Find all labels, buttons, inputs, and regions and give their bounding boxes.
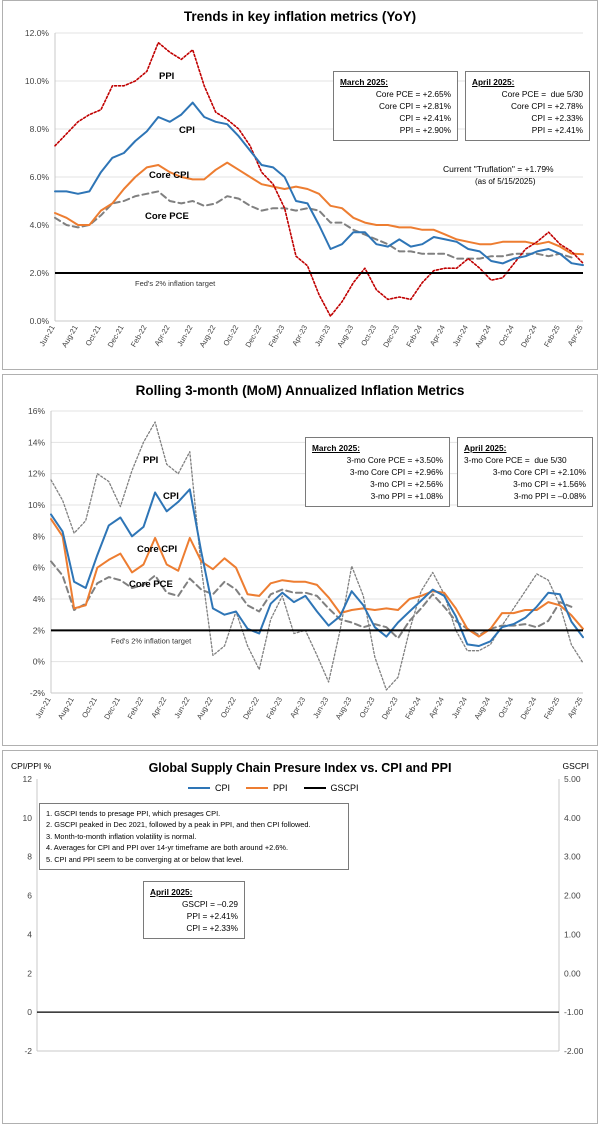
svg-text:6.0%: 6.0% — [29, 172, 49, 182]
svg-text:Oct-24: Oct-24 — [496, 323, 516, 348]
legend-item-cpi — [188, 783, 230, 793]
note-row: 3-mo Core CPI = +2.10% — [492, 467, 586, 478]
svg-text:8%: 8% — [32, 531, 45, 542]
panel3-title: Global Supply Chain Presure Index vs. CPI and PPI — [148, 761, 452, 775]
svg-text:-1.00: -1.00 — [564, 1007, 584, 1018]
note-row: 3-mo CPI = +2.56% — [370, 479, 443, 490]
svg-text:CPI: CPI — [163, 491, 179, 502]
svg-text:Jun-21: Jun-21 — [33, 695, 53, 720]
legend-swatch-cpi — [188, 787, 210, 789]
bullet-item: 5. CPI and PPI seem to be converging at or below that level. — [46, 854, 244, 864]
svg-text:Jun-24: Jun-24 — [450, 323, 470, 348]
note-header: April 2025: — [150, 887, 193, 897]
svg-text:Feb-24: Feb-24 — [404, 323, 425, 349]
svg-text:Core CPI: Core CPI — [137, 544, 178, 555]
note-row: Core CPI = +2.78% — [511, 101, 583, 112]
svg-text:Aug-23: Aug-23 — [333, 695, 354, 721]
svg-text:6%: 6% — [32, 562, 45, 573]
svg-text:Oct-24: Oct-24 — [496, 695, 516, 720]
chart-panel-gscpi — [2, 750, 598, 1124]
note-row: 3-mo Core CPI = +2.96% — [349, 467, 443, 478]
svg-text:10: 10 — [22, 812, 32, 823]
svg-text:Core PCE: Core PCE — [145, 211, 189, 222]
svg-text:Apr-23: Apr-23 — [288, 695, 308, 720]
svg-text:2%: 2% — [32, 625, 45, 636]
note-row: Core PCE = due 5/30 — [501, 89, 583, 100]
legend-item-ppi — [246, 783, 288, 793]
note-row: PPI = +2.90% — [399, 125, 451, 136]
legend-swatch-ppi — [246, 787, 268, 789]
note-row: CPI = +2.33% — [531, 113, 583, 124]
note-header: March 2025: — [340, 77, 388, 87]
svg-text:Apr-22: Apr-22 — [152, 323, 172, 348]
svg-text:-2%: -2% — [29, 688, 45, 698]
svg-text:4: 4 — [27, 929, 32, 940]
svg-text:Oct-23: Oct-23 — [357, 695, 377, 720]
chart-panel-3mo — [2, 374, 598, 746]
svg-text:5.00: 5.00 — [564, 774, 581, 784]
svg-text:12%: 12% — [27, 468, 45, 479]
right-axis-title: GSCPI — [562, 761, 589, 771]
note-row: CPI = +2.33% — [186, 923, 238, 934]
note-april-2025-3mo — [457, 437, 593, 507]
svg-text:Fed's 2% inflation target: Fed's 2% inflation target — [135, 279, 216, 288]
svg-text:Feb-22: Feb-22 — [125, 695, 146, 721]
svg-text:CPI: CPI — [179, 125, 195, 136]
note-row: Core CPI = +2.81% — [379, 101, 451, 112]
note-row: Core PCE = +2.65% — [375, 89, 451, 100]
svg-text:Jun-23: Jun-23 — [312, 323, 333, 348]
svg-text:Aug-21: Aug-21 — [55, 695, 76, 721]
svg-text:Dec-21: Dec-21 — [105, 323, 126, 349]
svg-text:Jun-22: Jun-22 — [175, 323, 195, 348]
svg-text:8: 8 — [27, 851, 32, 862]
svg-text:4.0%: 4.0% — [29, 220, 49, 230]
note-header: April 2025: — [472, 77, 515, 87]
truflation-line-1: Current "Truflation" = +1.79% — [443, 164, 554, 174]
left-axis-title: CPI/PPI % — [11, 761, 52, 771]
svg-text:Core CPI: Core CPI — [149, 170, 190, 181]
svg-text:Aug-23: Aug-23 — [335, 323, 356, 349]
svg-text:Feb-25: Feb-25 — [541, 695, 562, 721]
svg-text:Aug-24: Aug-24 — [472, 695, 493, 721]
panel3-legend — [188, 783, 359, 793]
panel1-title: Trends in key inflation metrics (YoY) — [183, 9, 417, 24]
svg-text:Aug-21: Aug-21 — [59, 323, 80, 349]
svg-text:12: 12 — [22, 774, 32, 784]
truflation-line-2: (as of 5/15/2025) — [475, 177, 536, 186]
svg-text:Dec-23: Dec-23 — [381, 323, 402, 349]
legend-label-ppi: PPI — [273, 783, 288, 793]
bullet-item: 3. Month-to-month inflation volatility is normal. — [46, 831, 197, 841]
svg-text:10%: 10% — [27, 500, 45, 510]
svg-text:6: 6 — [27, 890, 32, 901]
svg-text:2.00: 2.00 — [564, 890, 581, 901]
bullet-item: 2. GSCPI peaked in Dec 2021, followed by a peak in PPI, and then CPI followed. — [46, 820, 311, 830]
svg-text:Oct-22: Oct-22 — [218, 695, 238, 720]
svg-text:Core PCE: Core PCE — [129, 579, 173, 590]
svg-text:Apr-24: Apr-24 — [426, 695, 446, 720]
svg-text:Dec-24: Dec-24 — [518, 323, 539, 349]
legend-item-gscpi — [304, 783, 359, 793]
svg-text:3.00: 3.00 — [564, 851, 581, 862]
svg-text:Apr-25: Apr-25 — [565, 695, 585, 720]
legend-label-gscpi: GSCPI — [330, 783, 359, 793]
note-row: PPI = +2.41% — [186, 911, 238, 922]
svg-text:0.0%: 0.0% — [29, 316, 49, 326]
svg-text:PPI: PPI — [143, 455, 159, 466]
svg-text:Apr-25: Apr-25 — [565, 323, 585, 348]
bullet-item: 1. GSCPI tends to presage PPI, which presages CPI. — [46, 809, 221, 818]
svg-text:Apr-24: Apr-24 — [427, 323, 447, 348]
svg-text:Jun-23: Jun-23 — [311, 695, 331, 720]
svg-text:Feb-24: Feb-24 — [403, 695, 423, 721]
svg-text:2.0%: 2.0% — [29, 268, 49, 278]
note-row: 3-mo Core PCE = +3.50% — [346, 455, 443, 466]
svg-text:Fed's 2% inflation target: Fed's 2% inflation target — [111, 636, 192, 646]
svg-text:Aug-22: Aug-22 — [194, 695, 215, 721]
svg-text:Jun-24: Jun-24 — [449, 695, 470, 720]
svg-text:Oct-23: Oct-23 — [359, 323, 379, 348]
note-row: 3-mo PPI = –0.08% — [513, 491, 586, 502]
svg-text:Jun-22: Jun-22 — [172, 695, 192, 720]
svg-text:Aug-22: Aug-22 — [197, 323, 218, 349]
svg-text:Oct-22: Oct-22 — [221, 323, 241, 348]
svg-text:Feb-25: Feb-25 — [542, 323, 562, 349]
svg-text:PPI: PPI — [159, 71, 175, 82]
note-april-2025-yoy — [465, 71, 590, 141]
svg-text:-2: -2 — [24, 1046, 32, 1056]
svg-text:16%: 16% — [27, 406, 45, 416]
svg-text:Dec-23: Dec-23 — [379, 695, 400, 721]
svg-text:0: 0 — [27, 1007, 32, 1018]
svg-text:Jun-21: Jun-21 — [37, 323, 57, 348]
note-april-2025-gscpi — [143, 881, 245, 939]
note-march-2025-3mo — [305, 437, 450, 507]
svg-text:-2.00: -2.00 — [564, 1046, 584, 1056]
svg-text:Feb-23: Feb-23 — [266, 323, 287, 349]
chart-panel-yoy — [2, 0, 598, 370]
svg-text:Apr-23: Apr-23 — [290, 323, 310, 348]
note-row: 3-mo Core PCE = due 5/30 — [464, 455, 567, 466]
note-header: April 2025: — [464, 443, 507, 453]
svg-text:Oct-21: Oct-21 — [79, 695, 99, 720]
bullet-item: 4. Averages for CPI and PPI over 14-yr timeframe are both around +2.6%. — [46, 843, 289, 853]
panel3-bullet-notes — [39, 803, 349, 870]
svg-text:1.00: 1.00 — [564, 929, 581, 940]
svg-text:0%: 0% — [32, 656, 45, 667]
svg-text:14%: 14% — [27, 437, 45, 448]
note-march-2025-yoy — [333, 71, 458, 141]
svg-text:2: 2 — [27, 968, 32, 979]
note-header: March 2025: — [312, 443, 360, 453]
svg-text:Dec-22: Dec-22 — [243, 323, 264, 349]
svg-text:Oct-21: Oct-21 — [83, 323, 103, 348]
svg-text:Dec-22: Dec-22 — [241, 695, 261, 721]
svg-text:4.00: 4.00 — [564, 812, 581, 823]
note-row: PPI = +2.41% — [531, 125, 583, 136]
legend-swatch-gscpi — [304, 787, 326, 789]
svg-text:4%: 4% — [32, 594, 45, 604]
svg-text:Apr-22: Apr-22 — [149, 695, 169, 720]
note-row: 3-mo PPI = +1.08% — [370, 491, 443, 502]
svg-text:12.0%: 12.0% — [24, 28, 49, 38]
panel2-plot — [3, 375, 599, 745]
svg-text:10.0%: 10.0% — [24, 76, 49, 86]
legend-label-cpi: CPI — [215, 783, 231, 793]
svg-text:Feb-22: Feb-22 — [128, 323, 149, 349]
svg-text:Dec-21: Dec-21 — [102, 695, 123, 721]
panel2-title: Rolling 3-month (MoM) Annualized Inflation Metrics — [135, 383, 465, 398]
svg-text:Feb-23: Feb-23 — [264, 695, 285, 721]
svg-text:8.0%: 8.0% — [29, 124, 49, 134]
svg-text:0.00: 0.00 — [564, 968, 581, 979]
note-row: 3-mo CPI = +1.56% — [513, 479, 586, 490]
note-row: CPI = +2.41% — [399, 113, 451, 124]
svg-text:Dec-24: Dec-24 — [518, 695, 539, 721]
svg-text:Aug-24: Aug-24 — [473, 323, 493, 349]
note-row: GSCPI = –0.29 — [181, 899, 238, 910]
